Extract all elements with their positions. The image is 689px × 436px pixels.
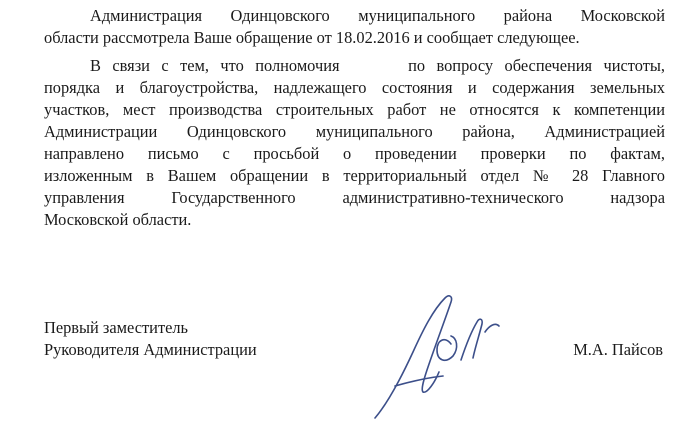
paragraph-2-line-7: управления Государственного административно-технического надзора: [44, 188, 665, 207]
paragraph-2-line-2: порядка и благоустройства, надлежащего состояния и содержания земельных: [44, 78, 665, 97]
handwritten-signature-icon: [365, 286, 505, 426]
paragraph-2-line-1: В связи с тем, что полномочия по вопросу обеспечения чистоты,: [90, 56, 665, 75]
paragraph-2-line-5: направлено письмо с просьбой о проведении проверки по фактам,: [44, 144, 665, 163]
paragraph-1-line-2: области рассмотрела Ваше обращение от 18.02.2016 и сообщает следующее.: [44, 28, 580, 47]
signer-position-line-2: Руководителя Администрации: [44, 340, 257, 359]
paragraph-2-line-3: участков, мест производства строительных работ не относятся к компетенции: [44, 100, 665, 119]
signer-position-line-1: Первый заместитель: [44, 318, 189, 337]
paragraph-2-line-4: Администрации Одинцовского муниципального района, Администрацией: [44, 122, 665, 141]
paragraph-2-line-6: изложенным в Вашем обращении в территориальный отдел № 28 Главного: [44, 166, 665, 185]
paragraph-2-line-8: Московской области.: [44, 210, 192, 229]
paragraph-1-line-1: Администрация Одинцовского муниципального района Московской: [90, 6, 665, 25]
signer-name: М.А. Пайсов: [573, 340, 663, 359]
